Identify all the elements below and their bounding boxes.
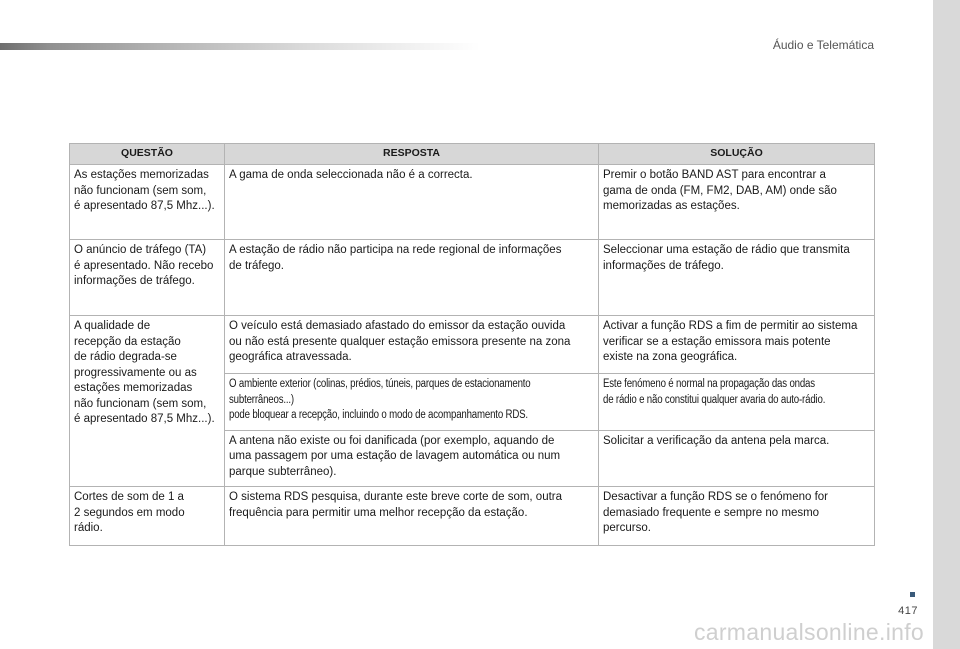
- table-header-row: [70, 144, 875, 165]
- solution-cell: Seleccionar uma estação de rádio que transmita informações de tráfego.: [599, 240, 875, 316]
- solution-cell: Premir o botão BAND AST para encontrar a gama de onda (FM, FM2, DAB, AM) onde são memorizadas as estações.: [599, 165, 875, 240]
- table-row: [70, 316, 875, 374]
- answer-text: O ambiente exterior (colinas, prédios, túneis, parques de estacionamento subterrâneos...) pode bloquear a recepção, incluindo o modo de acompanhamento RDS.: [229, 378, 531, 421]
- answer-cell: A gama de onda seleccionada não é a correcta.: [225, 165, 599, 240]
- header-gradient-bar: [0, 43, 480, 50]
- question-cell: A qualidade de recepção da estação de rádio degrada-se progressivamente ou as estações memorizadas não funcionam (sem som, é apresentado 87,5 Mhz...).: [70, 316, 225, 487]
- answer-cell: O veículo está demasiado afastado do emissor da estação ouvida ou não está presente qualquer estação emissora presente na zona geográfica atravessada.: [225, 316, 599, 374]
- solution-text: Este fenómeno é normal na propagação das ondas de rádio e não constitui qualquer avaria do auto-rádio.: [603, 378, 826, 406]
- answer-cell: O sistema RDS pesquisa, durante este breve corte de som, outra frequência para permitir uma melhor recepção da estação.: [225, 487, 599, 546]
- table-row: [70, 487, 875, 546]
- table-row: [70, 165, 875, 240]
- solution-cell: [599, 374, 875, 431]
- answer-cell: A antena não existe ou foi danificada (por exemplo, aquando de uma passagem por uma estação de lavagem automática ou num parque subterrâneo).: [225, 430, 599, 487]
- watermark: carmanualsonline.info: [693, 619, 924, 645]
- column-header-question: QUESTÃO: [70, 144, 225, 165]
- answer-cell: A estação de rádio não participa na rede regional de informações de tráfego.: [225, 240, 599, 316]
- solution-cell: Activar a função RDS a fim de permitir ao sistema verificar se a estação emissora mais potente existe na zona geográfica.: [599, 316, 875, 374]
- troubleshooting-table: [69, 143, 875, 546]
- answer-cell: [225, 374, 599, 431]
- page-number: 417: [898, 605, 918, 617]
- page-marker-square: [910, 592, 915, 597]
- column-header-solution: SOLUÇÃO: [599, 144, 875, 165]
- table-row: [70, 240, 875, 316]
- solution-cell: Desactivar a função RDS se o fenómeno for demasiado frequente e sempre no mesmo percurso.: [599, 487, 875, 546]
- page-side-tab: [933, 0, 960, 649]
- column-header-answer: RESPOSTA: [225, 144, 599, 165]
- question-cell: As estações memorizadas não funcionam (sem som, é apresentado 87,5 Mhz...).: [70, 165, 225, 240]
- solution-cell: Solicitar a verificação da antena pela marca.: [599, 430, 875, 487]
- section-title: Áudio e Telemática: [772, 38, 874, 52]
- question-cell: Cortes de som de 1 a 2 segundos em modo rádio.: [70, 487, 225, 546]
- question-cell: O anúncio de tráfego (TA) é apresentado. Não recebo informações de tráfego.: [70, 240, 225, 316]
